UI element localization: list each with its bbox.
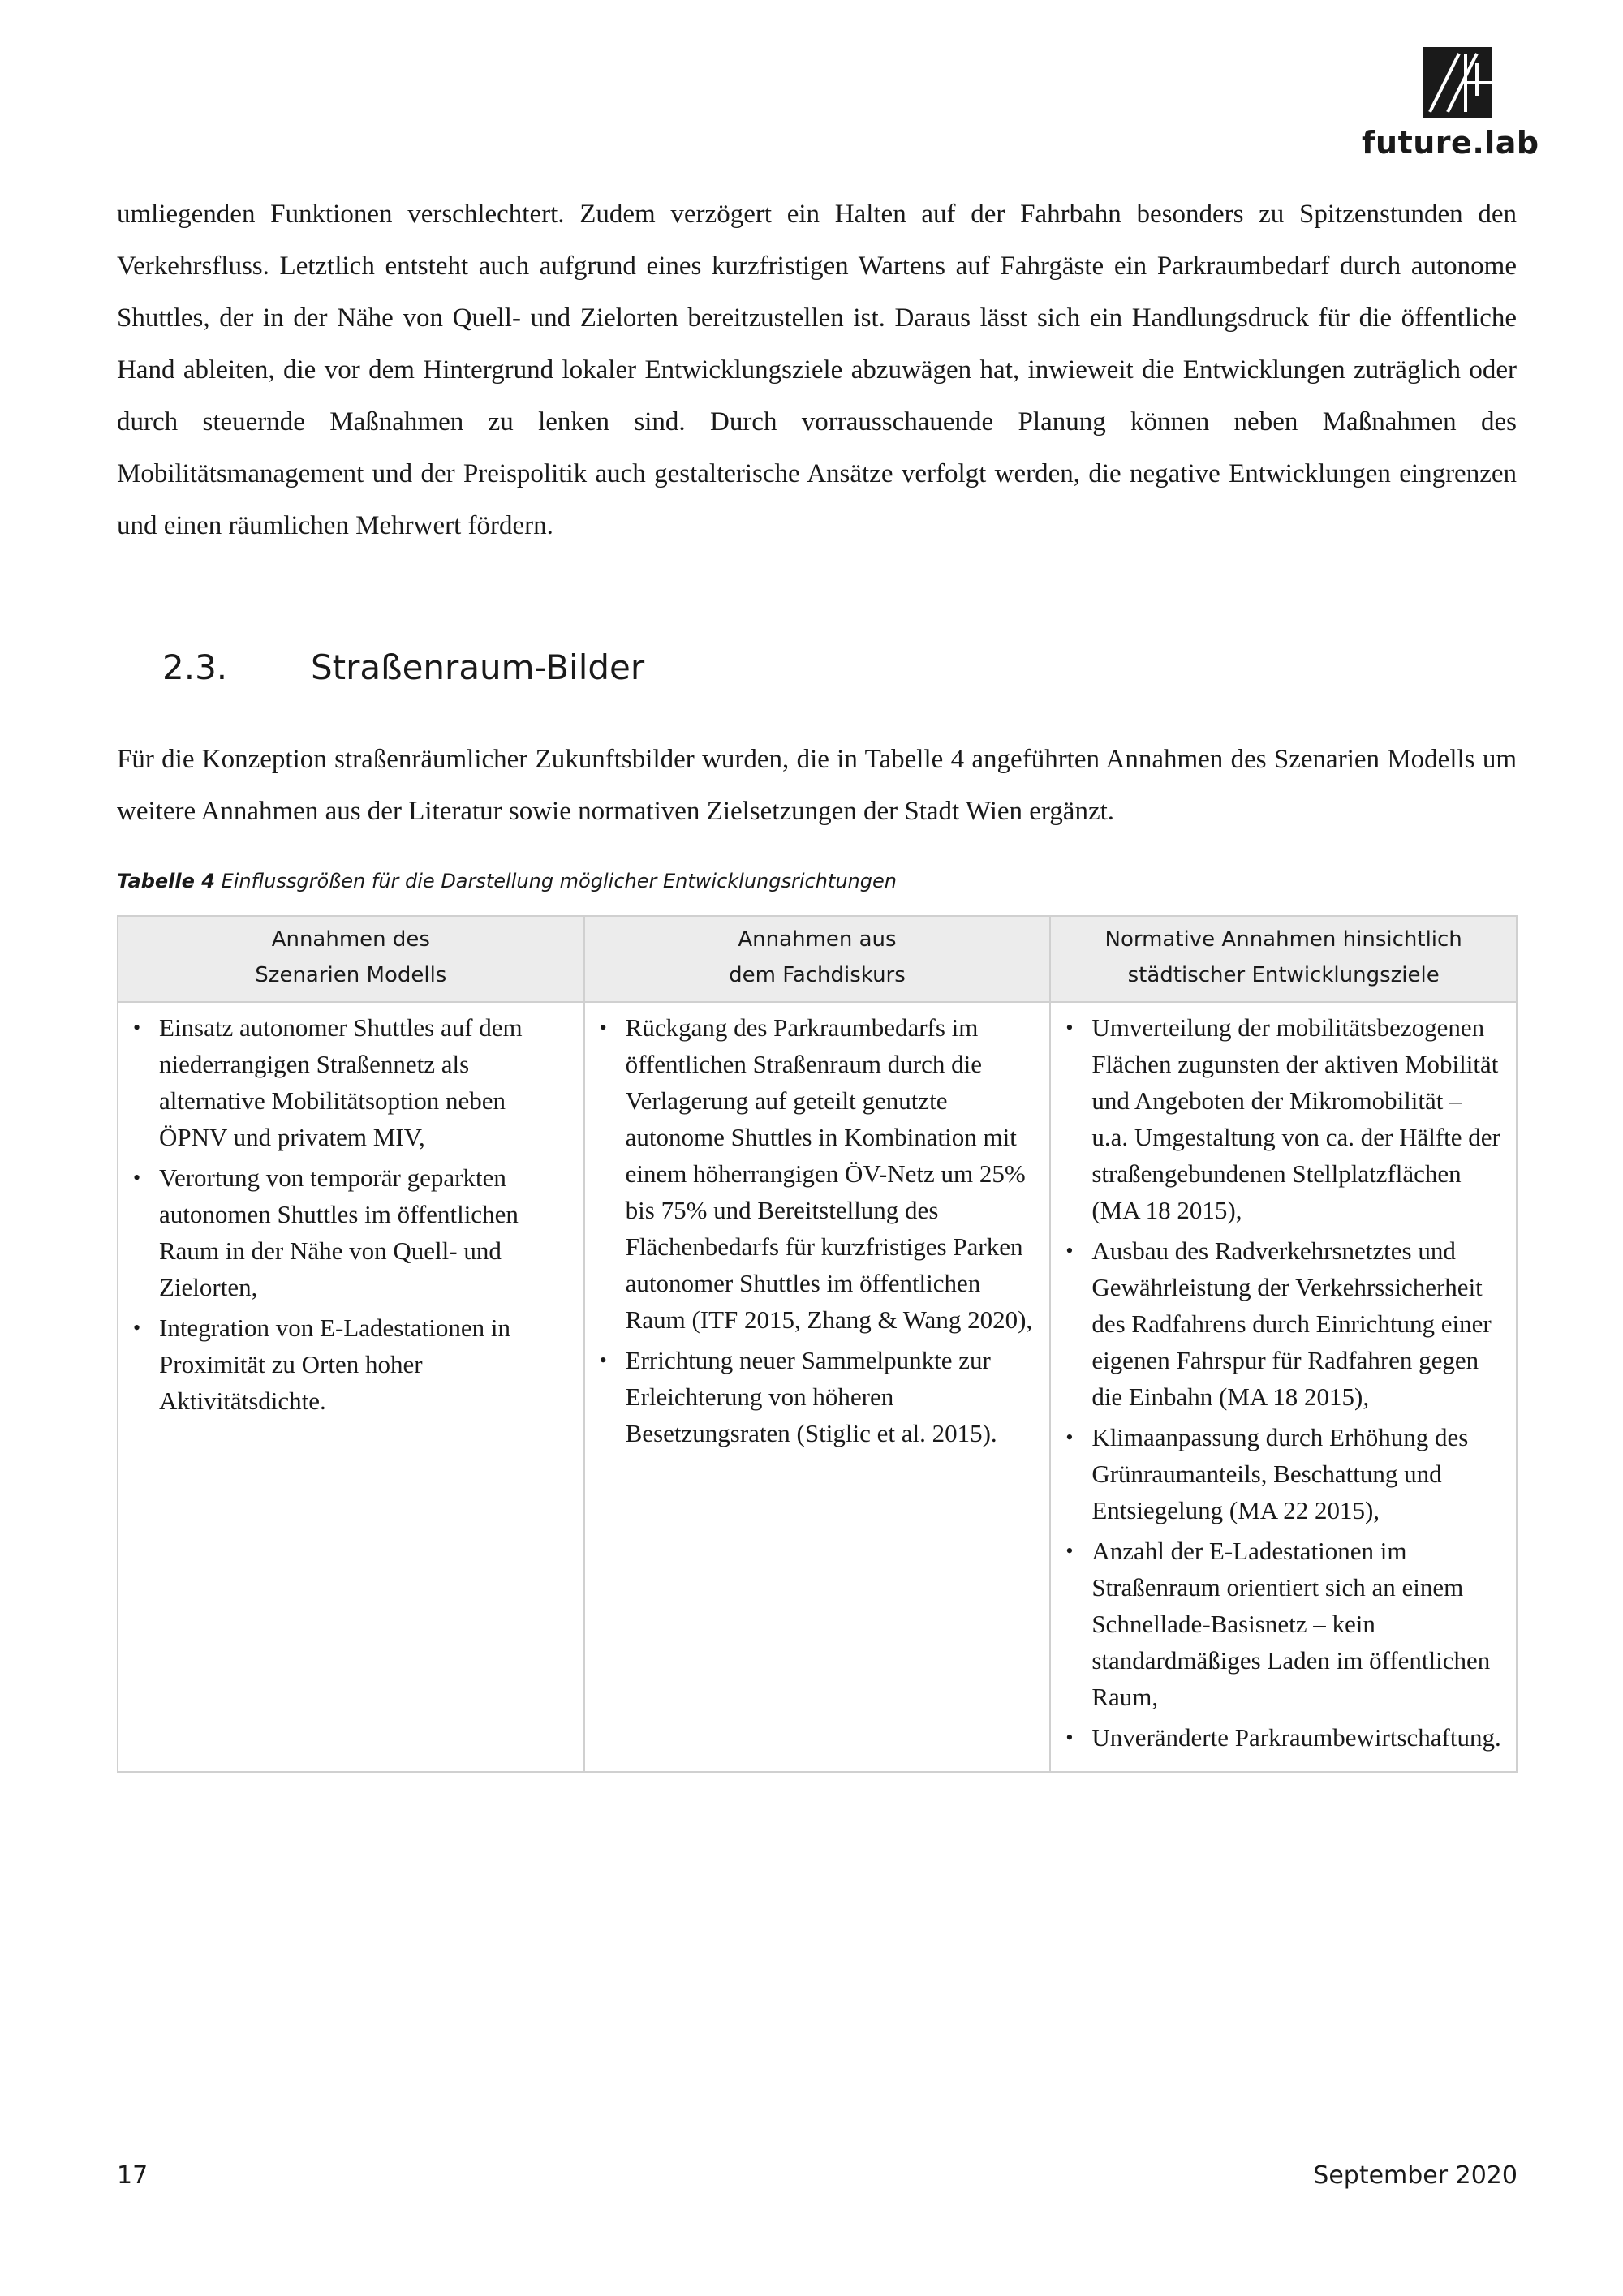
column-header-normative bbox=[1050, 916, 1517, 1002]
page-number: 17 bbox=[117, 2161, 149, 2190]
list-item: • Umverteilung der mobilitätsbezogenen Flächen zugunsten der aktiven Mobilität und Angeboten der Mikromobilität – u.a. Umgestaltung von ca. der Hälfte der straßengebundenen Stellplatzflächen (MA 18 2015), bbox=[1062, 1009, 1501, 1228]
section-title: Straßenraum-Bilder bbox=[311, 647, 645, 687]
bullet-list bbox=[596, 1009, 1035, 1451]
list-item: • Ausbau des Radverkehrsnetztes und Gewährleistung der Verkehrssicherheit des Radfahrens durch Einrichtung einer eigenen Fahrspur für Radfahren gegen die Einbahn (MA 18 2015), bbox=[1062, 1232, 1501, 1415]
table-caption-label: Tabelle 4 bbox=[117, 870, 215, 892]
column-header-line: dem Fachdiskurs bbox=[729, 963, 906, 987]
future-lab-mark-icon bbox=[1423, 47, 1492, 118]
list-item: • Rückgang des Parkraumbedarfs im öffentlichen Straßenraum durch die Verlagerung auf geteilt genutzte autonome Shuttles in Kombination mit einem höherrangigen ÖV-Netz um 25% bis 75% und Bereitstellung des Flächenbedarfs für kurzfristiges Parken autonomer Shuttles im öffentlichen Raum (ITF 2015, Zhang & Wang 2020), bbox=[596, 1009, 1035, 1338]
table-row bbox=[118, 1002, 1517, 1772]
body-paragraph-1: umliegenden Funktionen verschlechtert. Zudem verzögert ein Halten auf der Fahrbahn besonders zu Spitzenstunden den Verkehrsfluss. Letztlich entsteht auch aufgrund eines kurzfristigen Wartens auf Fahrgäste ein Parkraumbedarf durch autonome Shuttles, der in der Nähe von Quell- und Zielorten bereitzustellen ist. Daraus lässt sich ein Handlungsdruck für die öffentliche Hand ableiten, die vor dem Hintergrund lokaler Entwicklungsziele abzuwägen hat, inwieweit die Entwicklungen zuträglich oder durch steuernde Maßnahmen zu lenken sind. Durch vorrausschauende Planung können neben Maßnahmen des Mobilitätsmanagement und der Preispolitik auch gestalterische Ansätze verfolgt werden, die negative Entwicklungen eingrenzen und einen räumlichen Mehrwert fördern. bbox=[117, 200, 1517, 540]
logo-text: future.lab bbox=[1362, 125, 1539, 161]
column-header-line: städtischer Entwicklungsziele bbox=[1127, 963, 1440, 987]
list-item: • Errichtung neuer Sammelpunkte zur Erleichterung von höheren Besetzungsraten (Stiglic et al. 2015). bbox=[596, 1342, 1035, 1451]
table-cell-normative bbox=[1050, 1002, 1517, 1772]
section-heading bbox=[162, 647, 644, 687]
footer-date: September 2020 bbox=[1313, 2161, 1518, 2190]
column-header-line: Annahmen aus bbox=[738, 927, 897, 952]
list-item: • Einsatz autonomer Shuttles auf dem niederrangigen Straßennetz als alternative Mobilitätsoption neben ÖPNV und privatem MIV, bbox=[130, 1009, 569, 1155]
column-header-literature bbox=[584, 916, 1051, 1002]
table-caption bbox=[117, 870, 897, 892]
assumptions-table bbox=[117, 915, 1518, 1773]
column-header-scenario-model bbox=[118, 916, 584, 1002]
table-cell-scenario-model bbox=[118, 1002, 584, 1772]
list-item: • Unveränderte Parkraumbewirtschaftung. bbox=[1062, 1719, 1501, 1756]
table-cell-literature bbox=[584, 1002, 1051, 1772]
list-item: • Verortung von temporär geparkten autonomen Shuttles im öffentlichen Raum in der Nähe von Quell- und Zielorten, bbox=[130, 1159, 569, 1305]
column-header-line: Szenarien Modells bbox=[255, 963, 447, 987]
section-number: 2.3. bbox=[162, 647, 228, 687]
column-header-line: Annahmen des bbox=[271, 927, 430, 952]
column-header-line: Normative Annahmen hinsichtlich bbox=[1104, 927, 1462, 952]
body-paragraph-2: Für die Konzeption straßenräumlicher Zukunftsbilder wurden, die in Tabelle 4 angeführten Annahmen des Szenarien Modells um weitere Annahmen aus der Literatur sowie normativen Zielsetzungen der Stadt Wien ergänzt. bbox=[117, 745, 1517, 826]
bullet-list bbox=[1062, 1009, 1501, 1756]
logo bbox=[1362, 47, 1539, 161]
bullet-list bbox=[130, 1009, 569, 1419]
table-caption-text: Einflussgrößen für die Darstellung möglicher Entwicklungsrichtungen bbox=[214, 870, 897, 892]
list-item: • Klimaanpassung durch Erhöhung des Grünraumanteils, Beschattung und Entsiegelung (MA 22 2015), bbox=[1062, 1419, 1501, 1529]
list-item: • Anzahl der E-Ladestationen im Straßenraum orientiert sich an einem Schnellade-Basisnetz – kein standardmäßiges Laden im öffentlichen Raum, bbox=[1062, 1533, 1501, 1715]
list-item: • Integration von E-Ladestationen in Proximität zu Orten hoher Aktivitätsdichte. bbox=[130, 1309, 569, 1419]
table-header-row bbox=[118, 916, 1517, 1002]
